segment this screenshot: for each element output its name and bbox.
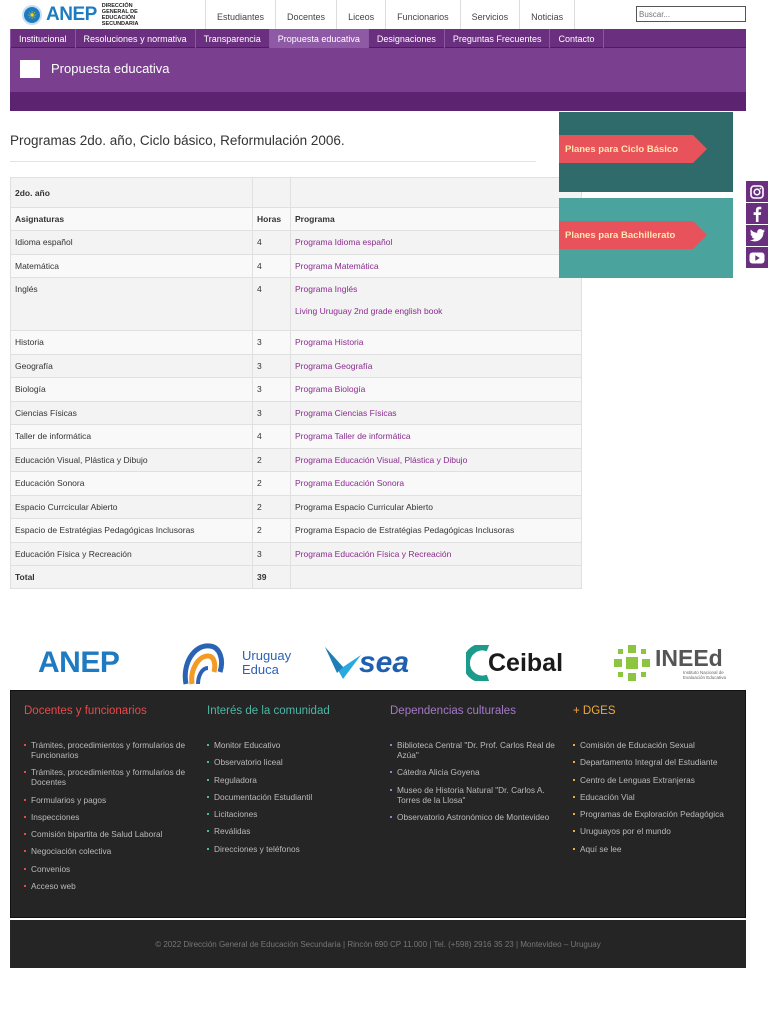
program-header: Programa <box>291 208 582 231</box>
uruguay-seal-icon: ☀ <box>22 5 42 25</box>
footer-link[interactable]: Negociación colectiva <box>24 846 194 856</box>
search-input[interactable] <box>636 6 746 22</box>
top-nav-noticias[interactable]: Noticias <box>519 0 575 29</box>
footer-link[interactable]: Comisión bipartita de Salud Laboral <box>24 829 194 839</box>
hours-cell: 2 <box>253 448 291 472</box>
footer-column-dependencias <box>390 705 560 829</box>
program-link[interactable]: Programa Idioma español <box>295 237 393 248</box>
top-nav-estudiantes[interactable]: Estudiantes <box>205 0 275 29</box>
footer-link[interactable]: Trámites, procedimientos y formularios de Funcionarios <box>24 740 194 760</box>
footer-link[interactable]: Trámites, procedimientos y formularios de Docentes <box>24 767 194 787</box>
hours-header: Horas <box>253 208 291 231</box>
hours-cell: 2 <box>253 519 291 543</box>
footer-link[interactable]: Departamento Integral del Estudiante <box>573 757 745 767</box>
section-nav-propuesta-educativa[interactable]: Propuesta educativa <box>269 29 368 48</box>
table-total-row <box>11 566 582 589</box>
subject-cell: Educación Física y Recreación <box>11 542 253 566</box>
empty-cell <box>291 178 582 208</box>
footer-link[interactable]: Monitor Educativo <box>207 740 377 750</box>
program-cell <box>291 448 582 472</box>
section-nav-preguntas-frecuentes[interactable]: Preguntas Frecuentes <box>444 29 550 48</box>
program-cell <box>291 519 582 543</box>
copyright-text: © 2022 Dirección General de Educación Secundaria | Rincón 690 CP 11.000 | Tel. (+598) 2916 35 23 | Montevideo – Uruguay <box>155 939 601 949</box>
subject-cell: Ciencias Físicas <box>11 401 253 425</box>
footer-link[interactable]: Educación Vial <box>573 792 745 802</box>
table-row <box>11 354 582 378</box>
program-cell <box>291 495 582 519</box>
ceibal-logo[interactable] <box>466 640 563 686</box>
hours-cell: 3 <box>253 354 291 378</box>
empty-cell <box>291 566 582 589</box>
anep-logo[interactable] <box>38 640 119 686</box>
twitter-icon[interactable] <box>746 225 768 246</box>
hours-cell: 4 <box>253 231 291 255</box>
footer-link[interactable]: Documentación Estudiantil <box>207 792 377 802</box>
program-cell <box>291 278 582 331</box>
table-row <box>11 331 582 355</box>
footer-link[interactable]: Observatorio liceal <box>207 757 377 767</box>
top-nav <box>205 0 575 29</box>
footer-link[interactable]: Programas de Exploración Pedagógica <box>573 809 745 819</box>
anep-logo-text: ANEP <box>38 646 120 679</box>
subject-cell: Espacio de Estratégias Pedagógicas Inclusoras <box>11 519 253 543</box>
footer-column-title: Interés de la comunidad <box>207 705 330 717</box>
footer-link[interactable]: Reguladora <box>207 775 377 785</box>
section-nav <box>10 29 746 48</box>
program-cell <box>291 425 582 449</box>
program-link[interactable]: Programa Inglés <box>295 284 358 294</box>
program-table <box>10 177 582 589</box>
ineed-logo-text: INEEd <box>655 645 723 671</box>
program-link[interactable]: Programa Biología <box>295 384 366 395</box>
hours-cell: 4 <box>253 254 291 278</box>
hours-cell: 3 <box>253 542 291 566</box>
top-nav-funcionarios[interactable]: Funcionarios <box>385 0 460 29</box>
table-row <box>11 231 582 255</box>
footer-link[interactable]: Cátedra Alicia Goyena <box>390 767 560 777</box>
hours-cell: 2 <box>253 495 291 519</box>
social-links <box>746 181 768 269</box>
section-nav-transparencia[interactable]: Transparencia <box>195 29 269 48</box>
hours-cell: 4 <box>253 278 291 331</box>
footer-link[interactable]: Acceso web <box>24 881 194 891</box>
program-link[interactable]: Programa Educación Visual, Plástica y Dibujo <box>295 454 468 465</box>
uruguay-educa-logo[interactable] <box>180 640 292 686</box>
program-link[interactable]: Programa Historia <box>295 337 364 348</box>
subject-cell: Educación Visual, Plástica y Dibujo <box>11 448 253 472</box>
footer-link[interactable]: Reválidas <box>207 826 377 836</box>
footer-link[interactable]: Biblioteca Central "Dr. Prof. Carlos Real de Azúa" <box>390 740 560 760</box>
section-nav-resoluciones[interactable]: Resoluciones y normativa <box>75 29 195 48</box>
table-row <box>11 448 582 472</box>
program-cell <box>291 231 582 255</box>
total-hours: 39 <box>253 566 291 589</box>
program-cell <box>291 542 582 566</box>
subject-cell: Historia <box>11 331 253 355</box>
promo-label: Planes para Bachillerato <box>559 221 693 249</box>
subject-cell: Educación Sonora <box>11 472 253 496</box>
ineed-icon <box>612 643 652 683</box>
top-nav-servicios[interactable]: Servicios <box>460 0 520 29</box>
table-row <box>11 425 582 449</box>
uruguay-educa-icon <box>180 640 238 686</box>
sea-icon <box>323 643 363 683</box>
program-cell <box>291 472 582 496</box>
table-header-row <box>11 208 582 231</box>
promo-label: Planes para Ciclo Básico <box>559 135 693 163</box>
table-row <box>11 378 582 402</box>
sea-logo-text: sea <box>359 646 410 679</box>
ineed-logo-subtitle: Instituto Nacional de Evaluación Educativa <box>683 670 727 680</box>
footer-link[interactable]: Comisión de Educación Sexual <box>573 740 745 750</box>
copyright-bar <box>10 920 746 968</box>
instagram-icon[interactable] <box>746 181 768 202</box>
logo-text: ANEP <box>46 4 97 25</box>
footer-link[interactable]: Inspecciones <box>24 812 194 822</box>
program-link[interactable]: Programa Educación Física y Recreación <box>295 548 452 559</box>
ineed-logo[interactable] <box>612 640 745 686</box>
subject-cell: Taller de informática <box>11 425 253 449</box>
title-divider <box>10 161 536 162</box>
hours-cell: 3 <box>253 401 291 425</box>
program-link[interactable]: Programa Ciencias Físicas <box>295 407 397 418</box>
table-row <box>11 542 582 566</box>
footer-link[interactable]: Licitaciones <box>207 809 377 819</box>
table-row <box>11 495 582 519</box>
section-title: Propuesta educativa <box>51 61 170 76</box>
subject-cell: Biología <box>11 378 253 402</box>
section-nav-designaciones[interactable]: Designaciones <box>368 29 444 48</box>
table-caption-row <box>11 178 582 208</box>
program-cell <box>291 354 582 378</box>
footer-link[interactable]: Museo de Historia Natural "Dr. Carlos A. Torres de la Llosa" <box>390 785 560 805</box>
total-label: Total <box>11 566 253 589</box>
uruguay-educa-logo-text: Uruguay Educa <box>242 648 292 677</box>
program-text: Programa Espacio Curricular Abierto <box>295 501 433 512</box>
top-nav-docentes[interactable]: Docentes <box>275 0 336 29</box>
program-cell <box>291 254 582 278</box>
footer-column-title: Docentes y funcionarios <box>24 705 147 717</box>
table-row <box>11 472 582 496</box>
footer-link[interactable]: Uruguayos por el mundo <box>573 826 745 836</box>
section-nav-contacto[interactable]: Contacto <box>549 29 603 48</box>
facebook-icon[interactable] <box>746 203 768 224</box>
footer-link[interactable]: Observatorio Astronómico de Montevideo <box>390 812 560 822</box>
table-row <box>11 254 582 278</box>
ceibal-icon <box>466 645 490 681</box>
program-text: Programa Espacio de Estratégias Pedagógicas Inclusoras <box>295 525 515 536</box>
footer-column-docentes <box>24 705 194 898</box>
ceibal-logo-text: Ceibal <box>488 648 564 677</box>
program-cell <box>291 331 582 355</box>
subject-header: Asignaturas <box>11 208 253 231</box>
table-row <box>11 519 582 543</box>
page-title: Programas 2do. año, Ciclo básico, Reformulación 2006. <box>10 133 345 148</box>
subject-cell: Espacio Currcicular Abierto <box>11 495 253 519</box>
promo-banners <box>559 112 733 284</box>
subject-cell: Idioma español <box>11 231 253 255</box>
page-header <box>10 48 746 111</box>
section-icon <box>20 60 40 78</box>
footer-column-title: Dependencias culturales <box>390 705 516 717</box>
program-link[interactable]: Programa Taller de informática <box>295 431 411 442</box>
hours-cell: 3 <box>253 331 291 355</box>
top-nav-liceos[interactable]: Liceos <box>336 0 385 29</box>
logo-subtitle: DIRECCIÓN GENERAL DE EDUCACIÓN SECUNDARIA <box>101 3 139 27</box>
section-nav-institucional[interactable]: Institucional <box>10 29 75 48</box>
program-cell <box>291 378 582 402</box>
youtube-icon[interactable] <box>746 247 768 268</box>
site-footer <box>10 690 746 918</box>
footer-column-title: + DGES <box>573 705 616 717</box>
ineed-text-group <box>655 646 745 680</box>
sea-logo[interactable] <box>323 640 409 686</box>
empty-cell <box>253 178 291 208</box>
footer-link[interactable]: Aquí se lee <box>573 844 745 854</box>
program-cell <box>291 401 582 425</box>
hours-cell: 3 <box>253 378 291 402</box>
table-row <box>11 401 582 425</box>
table-row <box>11 278 582 331</box>
program-link[interactable]: Programa Matemática <box>295 260 379 271</box>
promo-ciclo-basico[interactable] <box>559 112 733 192</box>
promo-bachillerato[interactable] <box>559 198 733 278</box>
footer-link[interactable]: Centro de Lenguas Extranjeras <box>573 775 745 785</box>
subject-cell: Geografía <box>11 354 253 378</box>
table-caption: 2do. año <box>11 178 253 208</box>
footer-column-comunidad <box>207 705 377 861</box>
program-link[interactable]: Programa Educación Sonora <box>295 478 405 489</box>
footer-link[interactable]: Formularios y pagos <box>24 795 194 805</box>
footer-link[interactable]: Convenios <box>24 864 194 874</box>
site-logo[interactable] <box>22 4 192 26</box>
program-link[interactable]: Programa Geografía <box>295 360 373 371</box>
subject-cell: Inglés <box>11 278 253 331</box>
hours-cell: 4 <box>253 425 291 449</box>
footer-column-dges <box>573 705 745 861</box>
subject-cell: Matemática <box>11 254 253 278</box>
footer-link[interactable]: Direcciones y teléfonos <box>207 844 377 854</box>
program-link-secondary[interactable]: Living Uruguay 2nd grade english book <box>295 306 443 316</box>
hours-cell: 2 <box>253 472 291 496</box>
partner-logos <box>10 630 746 690</box>
